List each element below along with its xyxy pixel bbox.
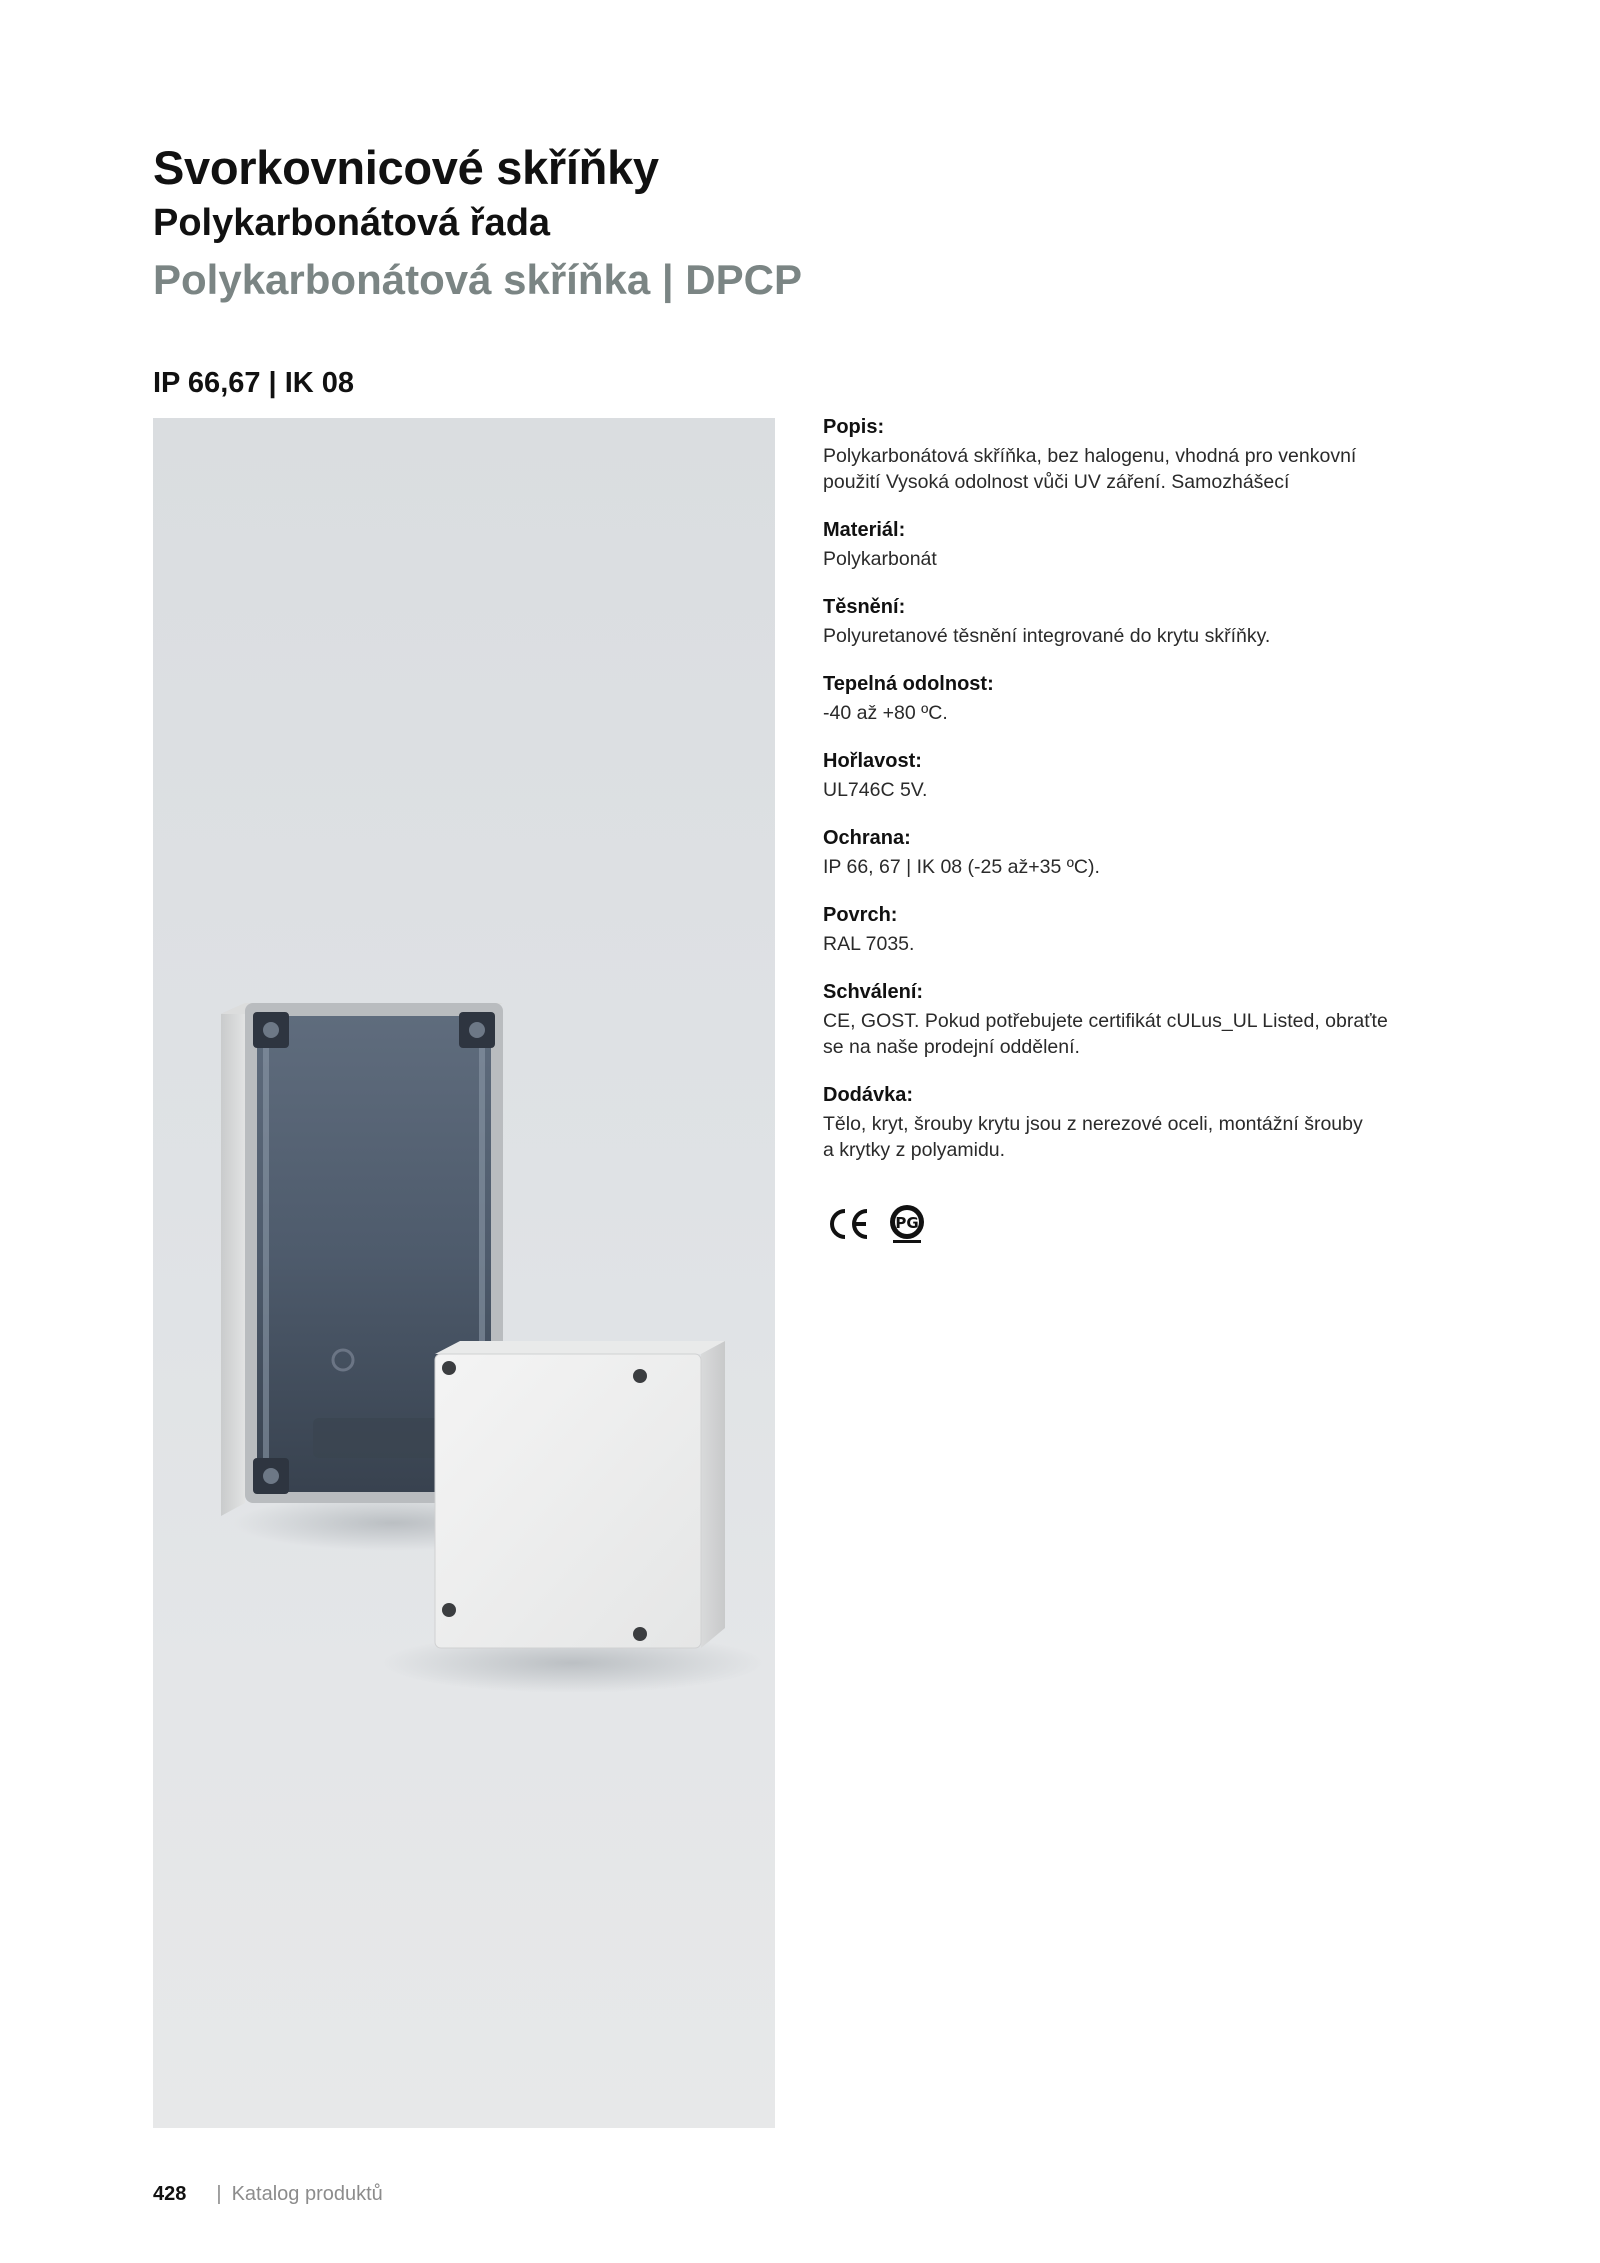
spec-value: Polykarbonát	[823, 548, 937, 570]
gost-mark-icon	[890, 1205, 924, 1243]
spec-label: Dodávka:	[823, 1084, 914, 1106]
spec-value: -40 až +80 ºC.	[823, 702, 948, 724]
series-subtitle: Polykarbonátová řada	[153, 202, 551, 244]
spec-label: Hořlavost:	[823, 750, 922, 772]
spec-protection	[823, 825, 1463, 880]
enclosure-illustration	[153, 418, 775, 2128]
svg-text:PG: PG	[895, 1214, 919, 1232]
spec-label: Těsnění:	[823, 596, 906, 618]
spec-label: Schválení:	[823, 981, 924, 1003]
spec-label: Ochrana:	[823, 827, 911, 849]
spec-approval	[823, 979, 1463, 1060]
spec-label: Materiál:	[823, 519, 906, 541]
spec-value: UL746C 5V.	[823, 779, 928, 801]
spec-label: Popis:	[823, 416, 885, 438]
spec-gasket	[823, 594, 1463, 649]
spec-material	[823, 517, 1463, 572]
spec-value: Tělo, kryt, šrouby krytu jsou z nerezové oceli, montážní šrouby a krytky z polyamidu.	[823, 1113, 1363, 1161]
spec-surface	[823, 902, 1463, 957]
footer-separator: |	[216, 2183, 222, 2205]
spec-value: Polyuretanové těsnění integrované do krytu skříňky.	[823, 625, 1271, 647]
page-number: 428	[153, 2183, 187, 2205]
spec-label: Tepelná odolnost:	[823, 673, 994, 695]
spec-temperature	[823, 671, 1463, 726]
protection-rating: IP 66,67 | IK 08	[153, 367, 355, 399]
spec-value: RAL 7035.	[823, 933, 915, 955]
spec-value: Polykarbonátová skříňka, bez halogenu, vhodná pro venkovní použití Vysoká odolnost vůči UV záření. Samozhášecí	[823, 445, 1357, 493]
product-photo	[153, 418, 775, 2128]
page-footer	[153, 2183, 383, 2206]
spec-value: CE, GOST. Pokud potřebujete certifikát cULus_UL Listed, obraťte se na naše prodejní oddělení.	[823, 1010, 1388, 1058]
spec-value: IP 66, 67 | IK 08 (-25 až+35 ºC).	[823, 856, 1100, 878]
spec-description	[823, 414, 1463, 495]
product-name: Polykarbonátová skříňka | DPCP	[153, 256, 802, 303]
spec-flammability	[823, 748, 1463, 803]
spec-delivery	[823, 1082, 1463, 1163]
ce-mark-icon	[832, 1211, 867, 1237]
page-title: Svorkovnicové skříňky	[153, 141, 659, 194]
certification-marks	[823, 1200, 943, 1248]
spec-label: Povrch:	[823, 904, 898, 926]
catalog-label: Katalog produktů	[231, 2183, 383, 2205]
specifications	[823, 414, 1463, 1185]
